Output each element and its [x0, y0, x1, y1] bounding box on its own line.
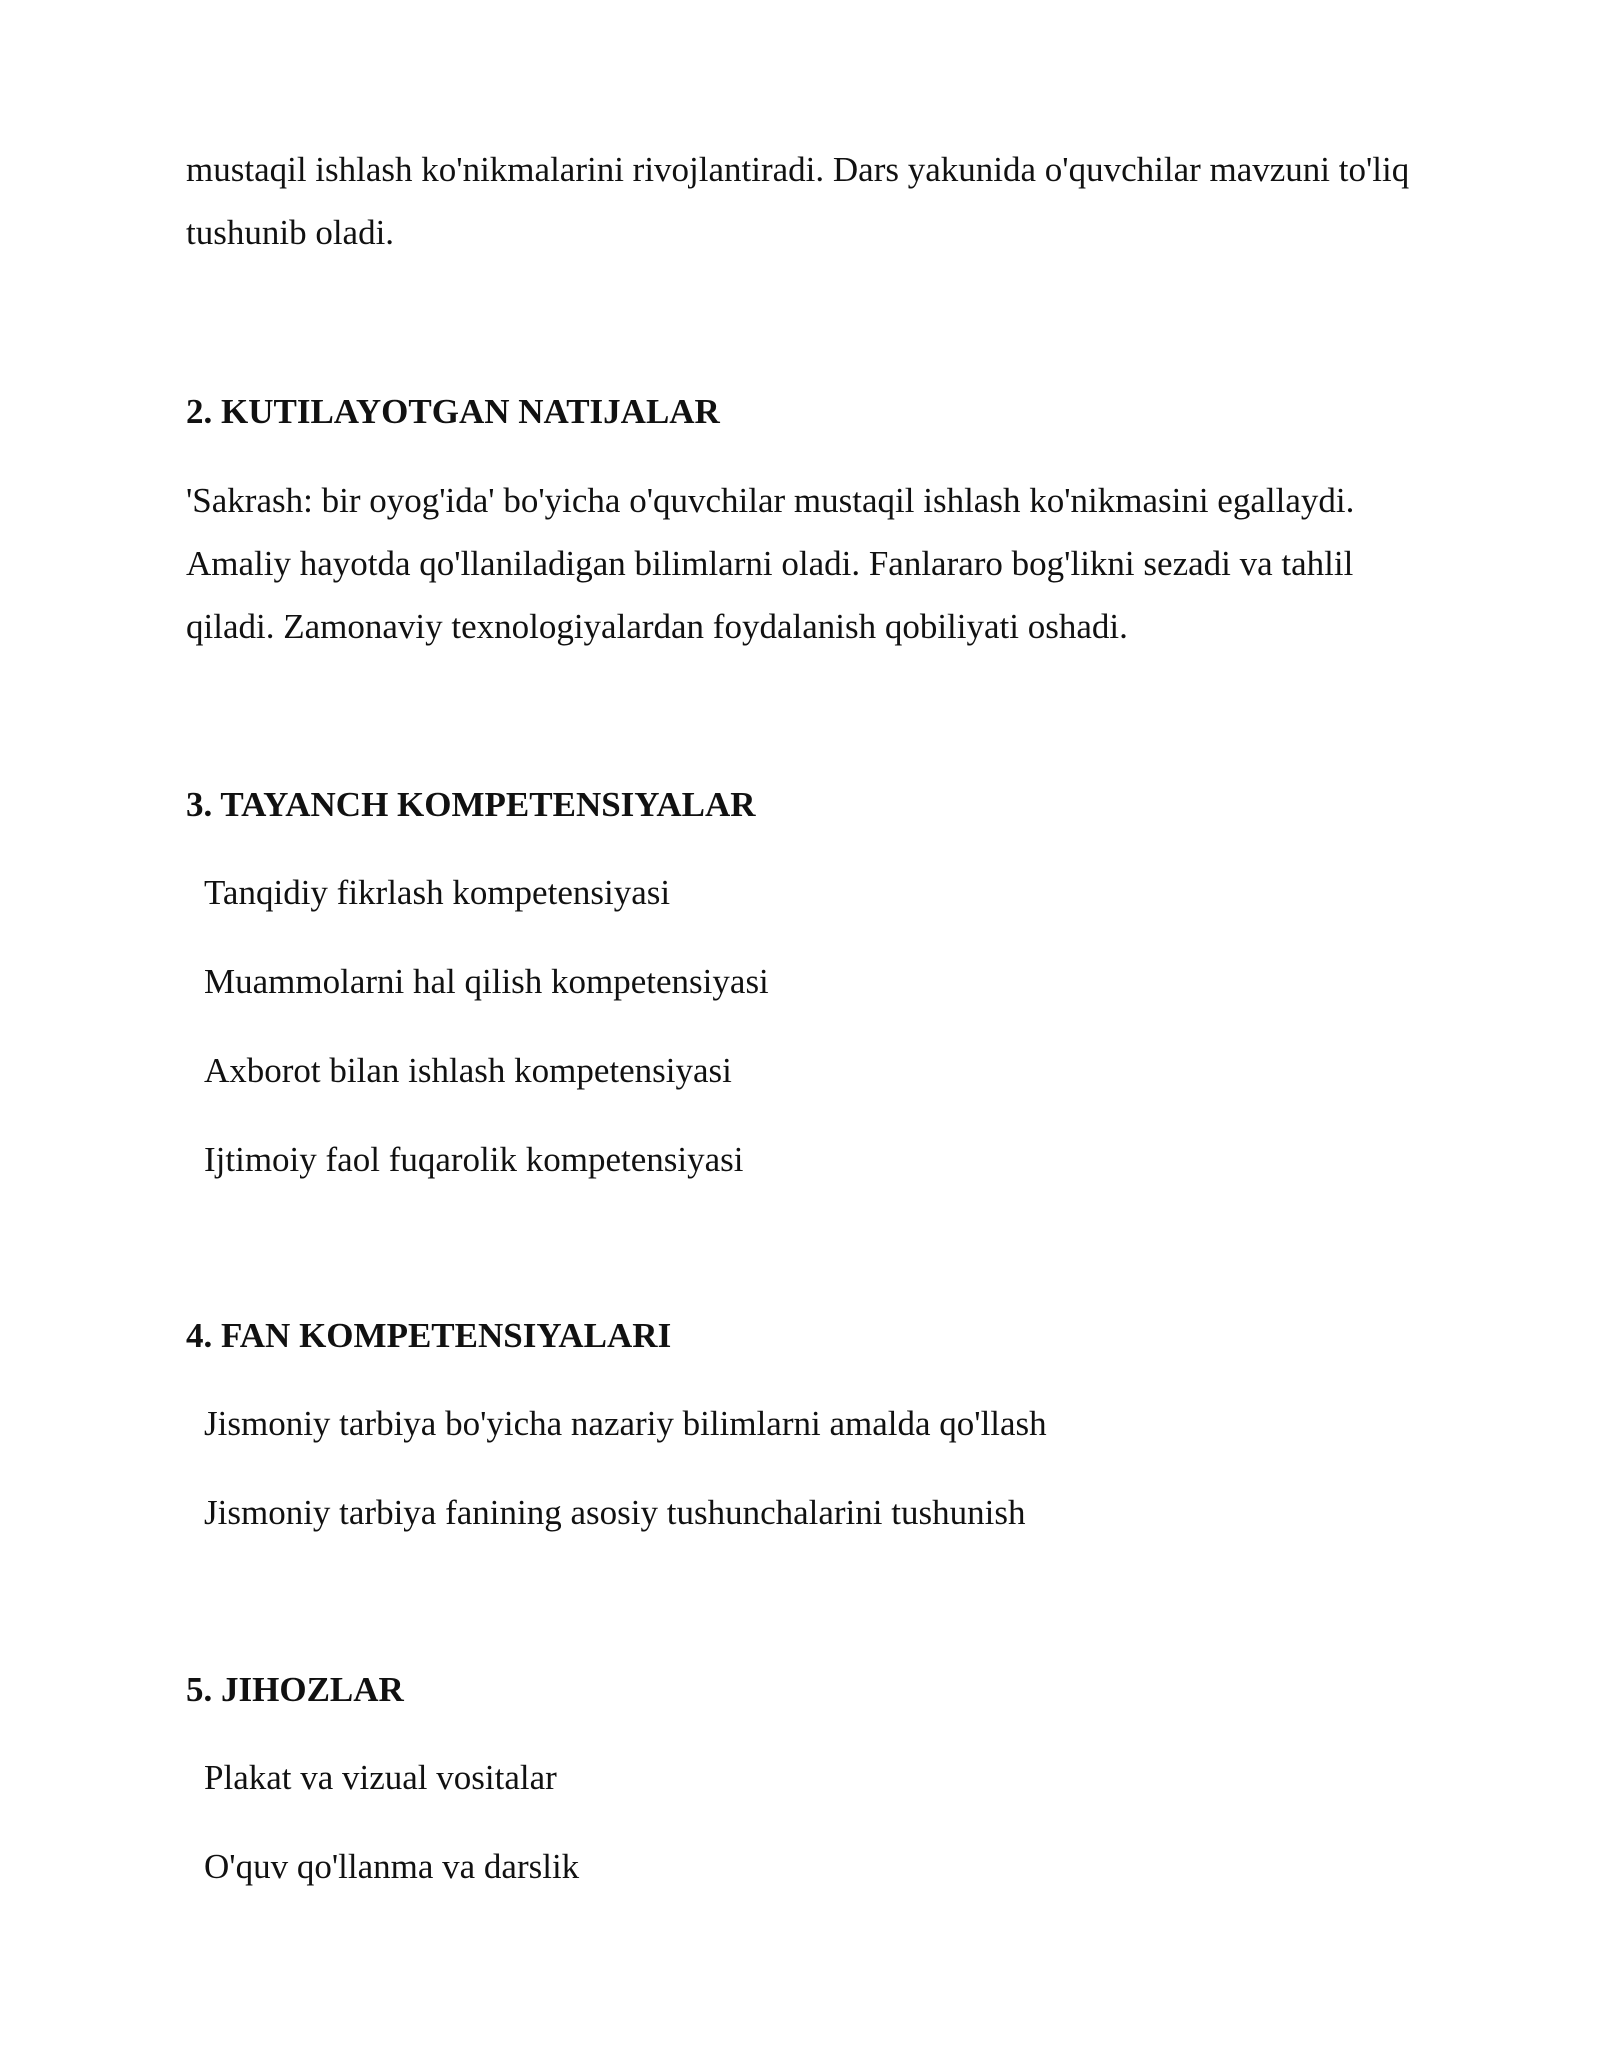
- list-item: Axborot bilan ishlash kompetensiyasi: [204, 1051, 732, 1090]
- section-heading-natijalar: 2. KUTILAYOTGAN NATIJALAR: [186, 392, 720, 431]
- list-item: Ijtimoiy faol fuqarolik kompetensiyasi: [204, 1140, 744, 1179]
- list-item: Tanqidiy fikrlash kompetensiyasi: [204, 873, 671, 912]
- natijalar-paragraph: 'Sakrash: bir oyog'ida' bo'yicha o'quvchilar mustaqil ishlash ko'nikmasini egallaydi. Amaliy hayotda qo'llaniladigan bilimlarni oladi. Fanlararo bog'likni sezadi va tahlil qiladi. Zamonaviy texnologiyalardan foydalanish qobiliyati oshadi.: [186, 481, 1355, 646]
- section-heading-jihozlar: 5. JIHOZLAR: [186, 1670, 404, 1709]
- section-heading-tayanch: 3. TAYANCH KOMPETENSIYALAR: [186, 785, 756, 824]
- list-item: O'quv qo'llanma va darslik: [204, 1847, 580, 1886]
- list-item: Jismoniy tarbiya fanining asosiy tushunchalarini tushunish: [204, 1493, 1026, 1532]
- list-item: Plakat va vizual vositalar: [204, 1758, 557, 1797]
- intro-paragraph: mustaqil ishlash ko'nikmalarini rivojlantiradi. Dars yakunida o'quvchilar mavzuni to'liq tushunib oladi.: [186, 150, 1410, 252]
- section-heading-fan: 4. FAN KOMPETENSIYALARI: [186, 1316, 672, 1355]
- list-item: Jismoniy tarbiya bo'yicha nazariy bilimlarni amalda qo'llash: [204, 1404, 1047, 1443]
- list-item: Muammolarni hal qilish kompetensiyasi: [204, 962, 769, 1001]
